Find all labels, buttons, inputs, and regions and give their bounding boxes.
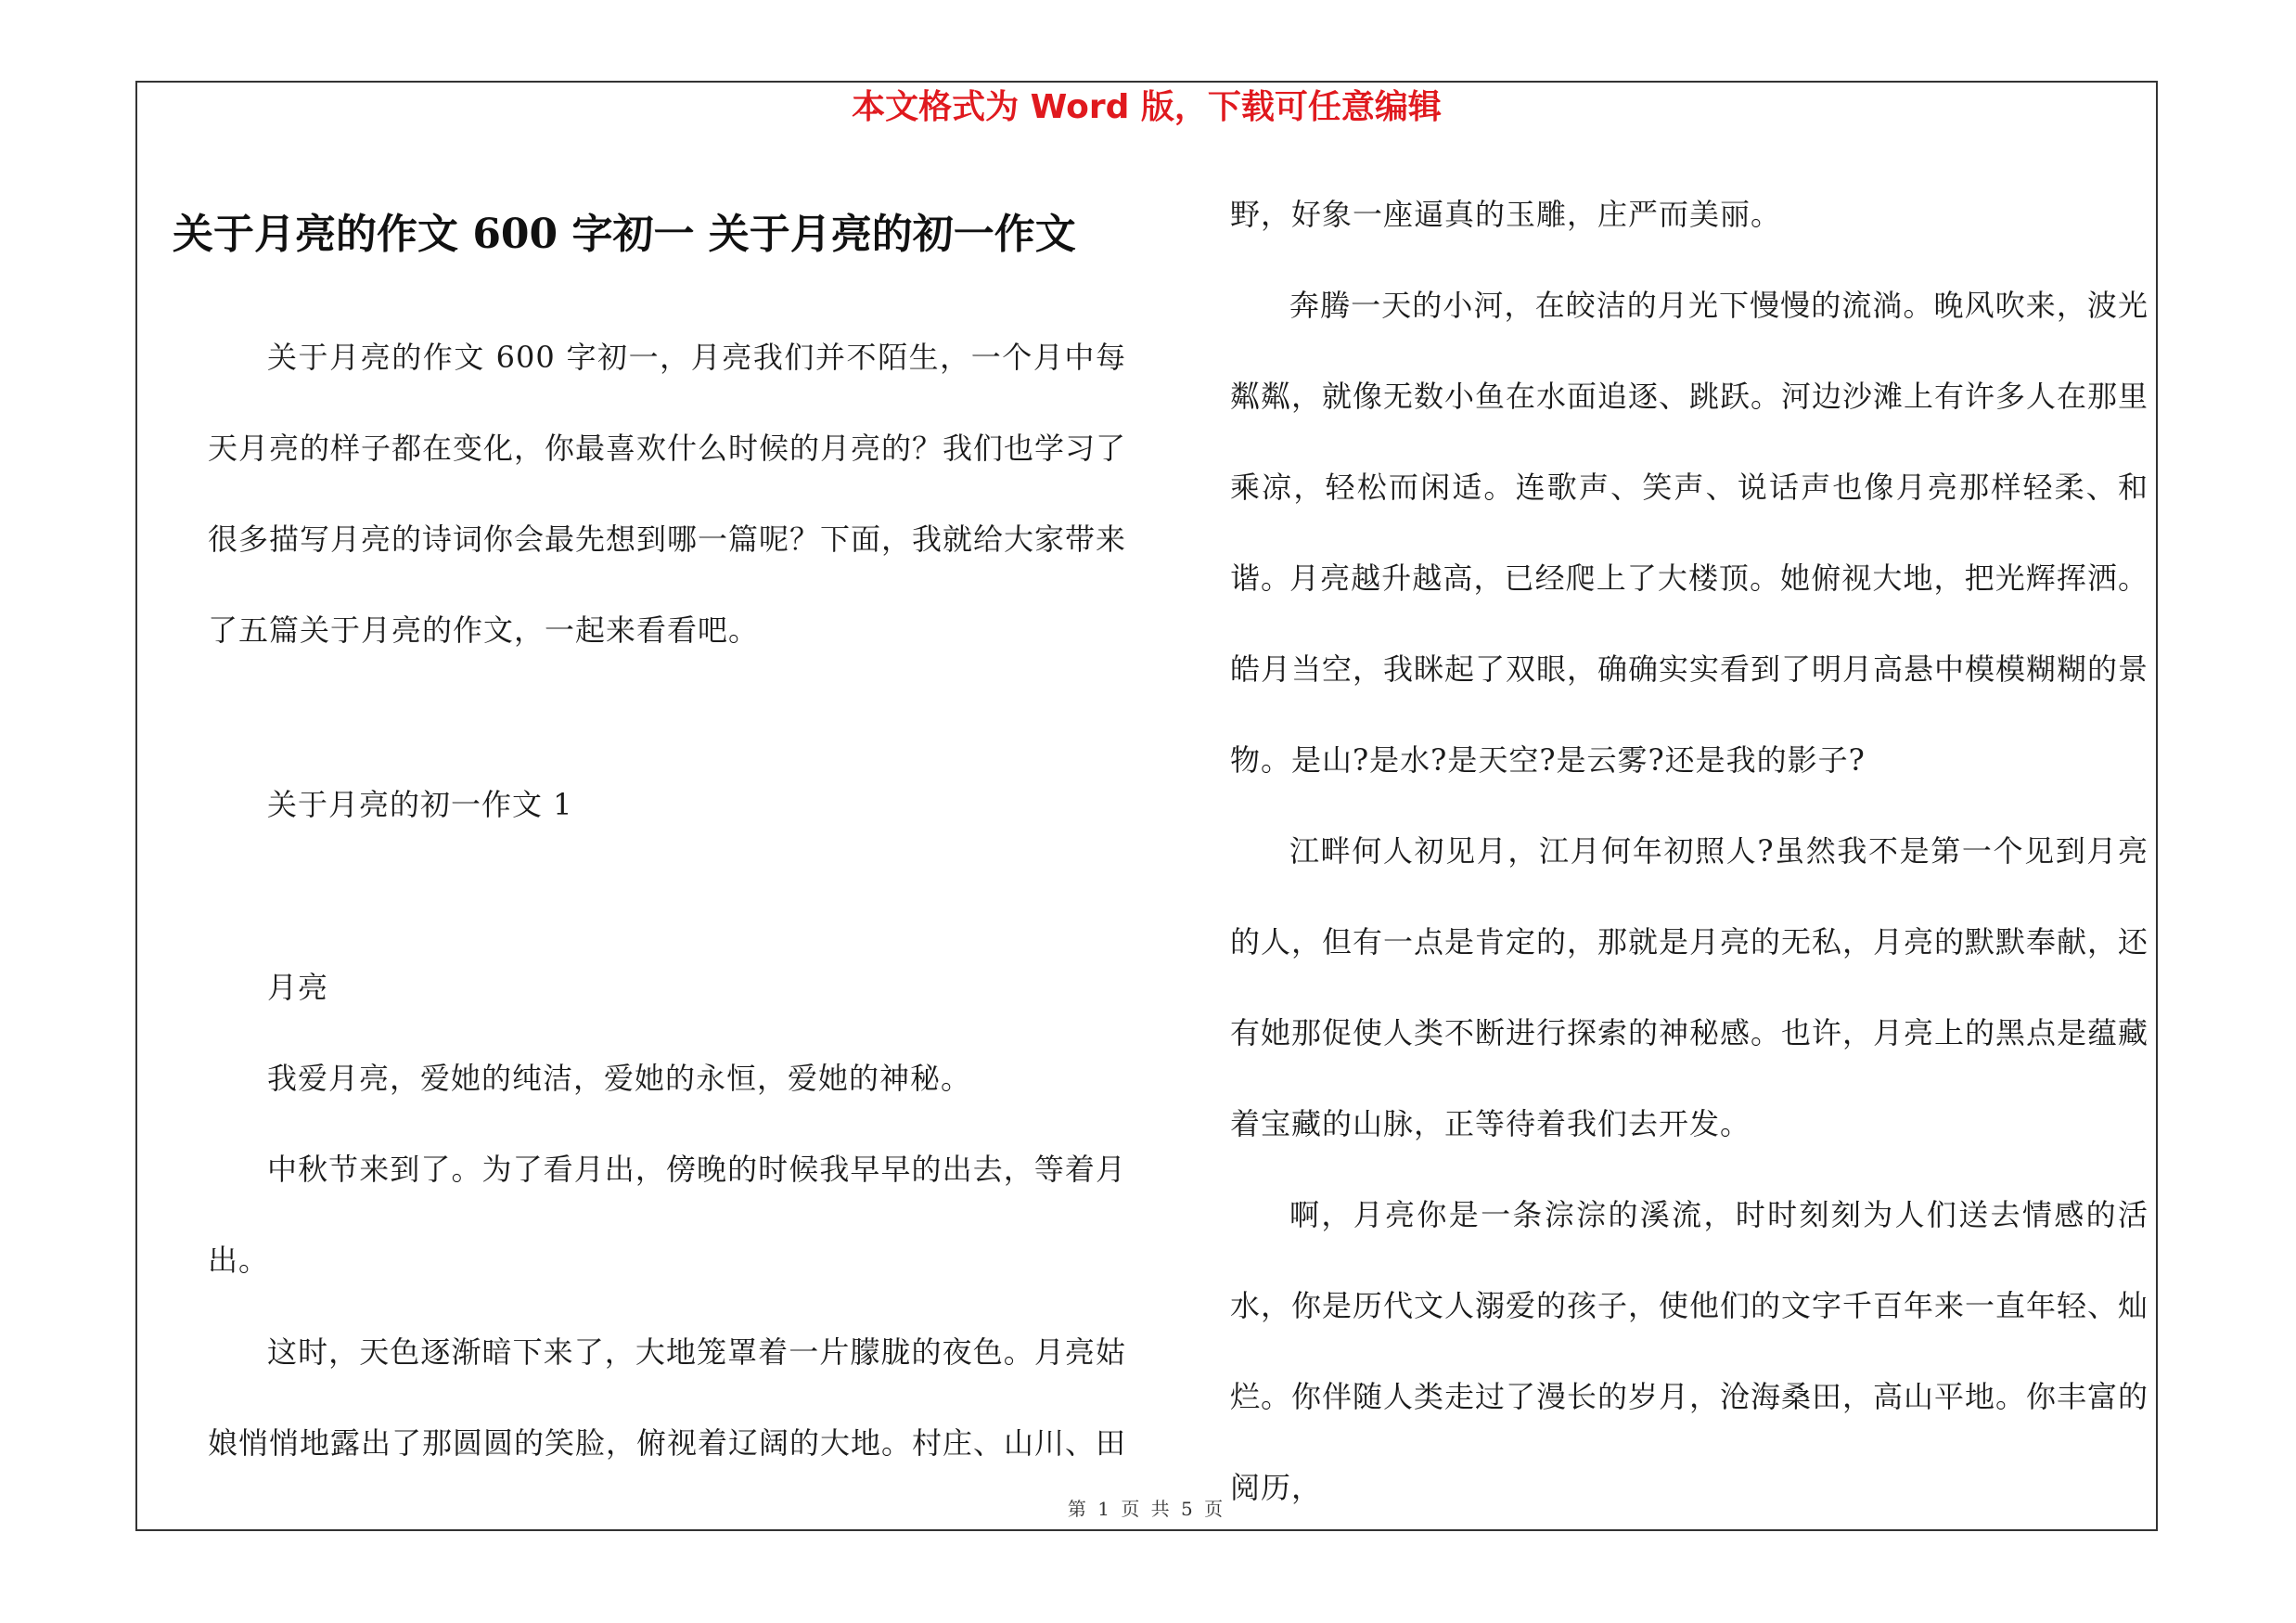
paragraph-river: 奔腾一天的小河，在皎洁的月光下慢慢的流淌。晚风吹来，波光粼粼，就像无数小鱼在水面追逐、跳跃。河边沙滩上有许多人在那里乘凉，轻松而闲适。连歌声、笑声、说话声也像月亮那样轻柔、和谐。 (1230, 288, 2149, 596)
document-title: 关于月亮的作文 600 字初一 关于月亮的初一作文 (173, 211, 1076, 258)
essay-subheading: 月亮 (267, 970, 329, 1005)
intro-paragraph: 关于月亮的作文 600 字初一，月亮我们并不陌生，一个月中每天月亮的样子都在变化，你最喜欢什么时候的月亮的？我们也学习了很多描写月亮的诗词你会最先想到哪一篇呢？下面，我就给大家带来了五篇关于月亮的作文，一起来看看吧。 (208, 340, 1127, 648)
paragraph-continued: 野，好象一座逼真的玉雕，庄严而美丽。 (1230, 197, 1782, 232)
page-number: 第 1 页 共 5 页 (1067, 1498, 1226, 1520)
section-heading: 关于月亮的初一作文 1 (267, 787, 573, 822)
paragraph-moonrise: 月亮越升越高，已经爬上了大楼顶。她俯视大地，把光辉挥洒。皓月当空，我眯起了双眼，确确实实看到了明月高悬中模模糊糊的景物。是山?是水?是天空?是云雾?还是我的影子? (1230, 560, 2149, 778)
editable-banner: 本文格式为 Word 版，下载可任意编辑 (852, 88, 1442, 126)
paragraph-2: 中秋节来到了。为了看月出，傍晚的时候我早早的出去，等着月出。 (208, 1152, 1126, 1278)
paragraph-3: 这时，天色逐渐暗下来了，大地笼罩着一片朦胧的夜色。月亮姑娘悄悄地露出了那圆圆的笑脸，俯视着辽阔的大地。村庄、山川、田 (208, 1334, 1127, 1461)
paragraph-stream: 啊，月亮你是一条淙淙的溪流，时时刻刻为人们送去情感的活水，你是历代文人溺爱的孩子，使他们的文字千百年来一直年轻、灿烂。你伴随人类走过了漫长的岁月，沧海桑田，高山平地。你丰富的阅历， (1230, 1197, 2149, 1505)
paragraph-river-bank: 江畔何人初见月，江月何年初照人?虽然我不是第一个见到月亮的人，但有一点是肯定的，那就是月亮的无私，月亮的默默奉献，还有她那促使人类不断进行探索的神秘感。也许，月亮上的黑点是蕴藏着宝藏的山脉，正等待着我们去开发。 (1230, 833, 2149, 1141)
paragraph-1: 我爱月亮，爱她的纯洁，爱她的永恒，爱她的神秘。 (267, 1061, 972, 1096)
